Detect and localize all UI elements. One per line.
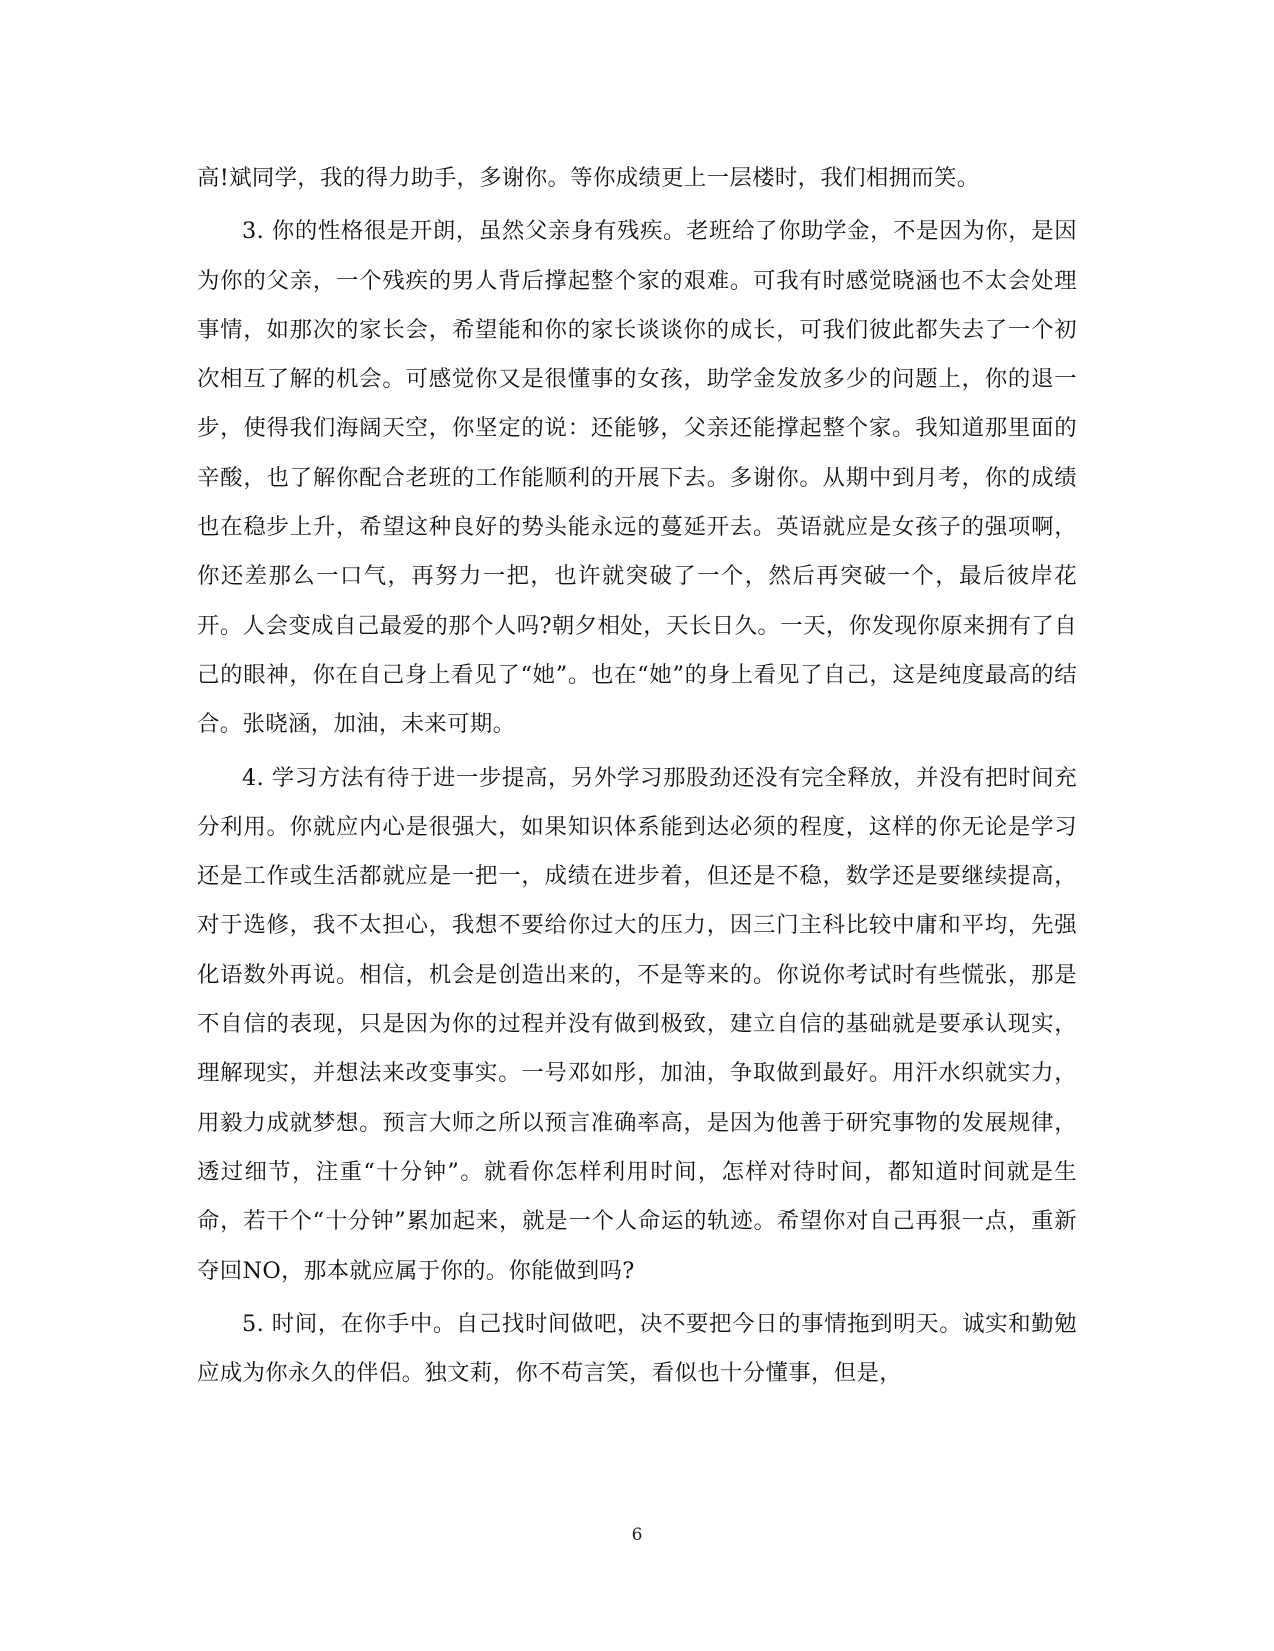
paragraph-item-4: 4. 学习方法有待于进一步提高，另外学习那股劲还没有完全释放，并没有把时间充分利用。你就应内心是很强大，如果知识体系能到达必须的程度，这样的你无论是学习还是工作或生活都就应是一把一，成绩在进步着，但还是不稳，数学还是要继续提高，对于选修，我不太担心，我想不要给你过大的压力，因三门主科比较中庸和平均，先强化语数外再说。相信，机会是创造出来的，不是等来的。你说你考试时有些慌张，那是不自信的表现，只是因为你的过程并没有做到极致，建立自信的基础就是要承认现实，理解现实，并想法来改变事实。一号邓如彤，加油，争取做到最好。用汗水织就实力，用毅力成就梦想。预言大师之所以预言准确率高，是因为他善于研究事物的发展规律，透过细节，注重“十分钟”。就看你怎样利用时间，怎样对待时间，都知道时间就是生命，若干个“十分钟”累加起来，就是一个人命运的轨迹。希望你对自己再狠一点，重新夺回NO，那本就应属于你的。你能做到吗? (197, 764, 1077, 1284)
page-number: 6 (631, 1525, 643, 1545)
document-body (197, 154, 1077, 1402)
paragraph-continuation: 高!斌同学，我的得力助手，多谢你。等你成绩更上一层楼时，我们相拥而笑。 (197, 165, 980, 191)
paragraph-item-5: 5. 时间，在你手中。自己找时间做吧，决不要把今日的事情拖到明天。诚实和勤勉应成为你永久的伴侣。独文莉，你不苟言笑，看似也十分懂事，但是， (197, 1310, 1077, 1387)
paragraph-item-3: 3. 你的性格很是开朗，虽然父亲身有残疾。老班给了你助学金，不是因为你，是因为你的父亲，一个残疾的男人背后撑起整个家的艰难。可我有时感觉晓涵也不太会处理事情，如那次的家长会，希望能和你的家长谈谈你的成长，可我们彼此都失去了一个初次相互了解的机会。可感觉你又是很懂事的女孩，助学金发放多少的问题上，你的退一步，使得我们海阔天空，你坚定的说：还能够，父亲还能撑起整个家。我知道那里面的辛酸，也了解你配合老班的工作能顺利的开展下去。多谢你。从期中到月考，你的成绩也在稳步上升，希望这种良好的势头能永远的蔓延开去。英语就应是女孩子的强项啊，你还差那么一口气，再努力一把，也许就突破了一个，然后再突破一个，最后彼岸花开。人会变成自己最爱的那个人吗?朝夕相处，天长日久。一天，你发现你原来拥有了自己的眼神，你在自己身上看见了“她”。也在“她”的身上看见了自己，这是纯度最高的结合。张晓涵，加油，未来可期。 (197, 218, 1077, 738)
